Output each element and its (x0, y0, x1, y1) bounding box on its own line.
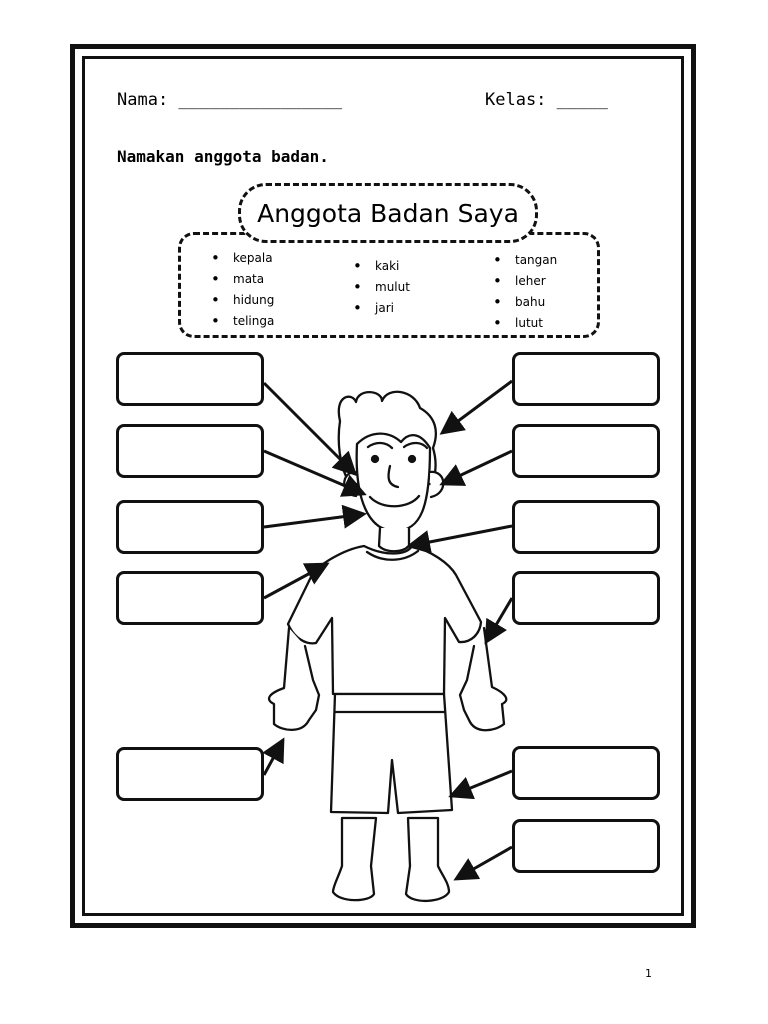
answer-box[interactable] (116, 352, 264, 406)
word-bank-item: • mulut (351, 280, 410, 301)
answer-box[interactable] (116, 424, 264, 478)
answer-box[interactable] (512, 424, 660, 478)
arrow-line (442, 381, 512, 433)
answer-box[interactable] (512, 746, 660, 800)
word-bank-item: • hidung (209, 293, 274, 314)
answer-box[interactable] (512, 352, 660, 406)
word-bank-item: • kaki (351, 259, 410, 280)
answer-box[interactable] (116, 571, 264, 625)
word-bank-item: • telinga (209, 314, 274, 335)
page-number: 1 (645, 967, 652, 980)
instruction-text: Namakan anggota badan. (117, 147, 329, 166)
arrow-line (264, 740, 283, 775)
arrow-line (442, 451, 512, 484)
answer-box[interactable] (116, 747, 264, 801)
word-bank-item: • tangan (491, 253, 557, 274)
class-field-label: Kelas: _____ (485, 90, 608, 110)
answer-box[interactable] (512, 571, 660, 625)
word-bank-item: • jari (351, 301, 410, 322)
word-bank-title: Anggota Badan Saya (238, 183, 538, 243)
name-field-label: Nama: ________________ (117, 90, 343, 110)
arrow-line (486, 598, 512, 642)
word-bank-item: • leher (491, 274, 557, 295)
answer-box[interactable] (116, 500, 264, 554)
arrow-line (264, 514, 364, 527)
answer-box[interactable] (512, 819, 660, 873)
word-bank-item: • lutut (491, 316, 557, 337)
word-bank-item: • mata (209, 272, 274, 293)
arrow-line (451, 771, 512, 796)
word-bank-item: • kepala (209, 251, 274, 272)
word-bank-item: • bahu (491, 295, 557, 316)
answer-box[interactable] (512, 500, 660, 554)
arrow-line (456, 847, 512, 879)
arrow-line (409, 526, 512, 546)
